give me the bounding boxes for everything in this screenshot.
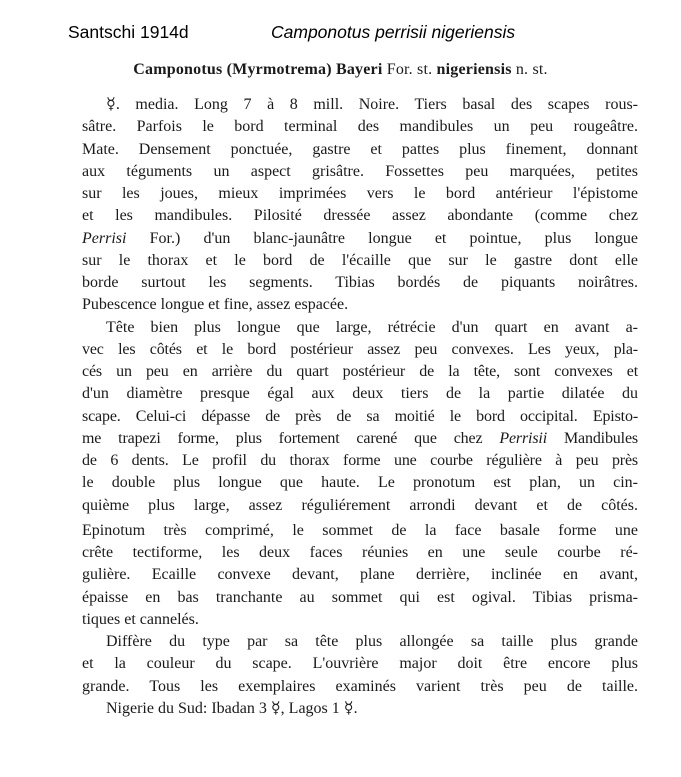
- text-line: sur le thorax et le bord de l'écaille que sur le gastre dont elle: [82, 251, 638, 269]
- text-line: quième plus large, assez réguliérement arrondi devant et de côtés.: [82, 496, 638, 514]
- text-line: gulière. Ecaille convexe devant, plane derrière, inclinée en avant,: [82, 566, 638, 584]
- new-status: n. st.: [515, 61, 548, 78]
- text-line: aux téguments un aspect grisâtre. Fossettes peu marquées, petites: [82, 162, 638, 180]
- description-text: [82, 94, 638, 720]
- text-line: [82, 428, 638, 450]
- taxon-reference: Perrisii: [499, 429, 548, 447]
- subspecies-name: nigeriensis: [436, 61, 512, 78]
- locality-line: Nigerie du Sud: Ibadan 3 ☿, Lagos 1 ☿.: [106, 699, 358, 717]
- text-line: le double plus longue que haute. Le pronotum est plan, un cin-: [82, 474, 638, 492]
- text-line: Epinotum très comprimé, le sommet de la face basale forme une: [82, 521, 638, 539]
- genus-name: Camponotus: [133, 61, 223, 78]
- text-line: sâtre. Parfois le bord terminal des mandibules un peu rougeâtre.: [82, 118, 638, 136]
- text-line: Mate. Densement ponctuée, gastre et pattes plus finement, donnant: [82, 140, 638, 158]
- text-line: [82, 228, 638, 250]
- citation-reference: Santschi 1914d: [68, 22, 189, 42]
- text-fragment: d'un blanc-jaunâtre longue et pointue, plus longue: [203, 229, 639, 247]
- text-line: de 6 dents. Le profil du thorax forme une courbe régulière à peu près: [82, 452, 638, 469]
- taxon-name: Camponotus perrisii nigeriensis: [271, 22, 516, 42]
- text-line: Pubescence longue et fine, assez espacée.: [82, 296, 349, 314]
- text-fragment: me trapezi forme, plus fortement carené que chez: [82, 429, 483, 447]
- text-fragment: Mandibules: [563, 429, 638, 447]
- text-line: grande. Tous les exemplaires examinés varient très peu de taille.: [82, 677, 638, 695]
- text-line: cés un peu en arrière du quart postérieur de la tête, sont convexes et: [82, 363, 638, 380]
- text-line: tiques et cannelés.: [82, 610, 199, 628]
- text-line: Diffère du type par sa tête plus allongée sa taille plus grande: [106, 633, 638, 650]
- text-line: Tête bien plus longue que large, rétrécie d'un quart en avant a-: [106, 318, 638, 336]
- page-header: [68, 22, 628, 48]
- text-line: et les mandibules. Pilosité dressée assez abondante (comme chez: [82, 207, 638, 225]
- text-line: vec les côtés et le bord postérieur assez peu convexes. Les yeux, pla-: [82, 340, 638, 358]
- text-line: crête tectiforme, les deux faces réunies en une seule courbe ré-: [82, 544, 638, 561]
- species-heading: [0, 61, 681, 79]
- text-line: scape. Celui-ci dépasse de près de sa moitié le bord occipital. Episto-: [82, 407, 638, 425]
- species-name: Bayeri: [335, 61, 383, 78]
- text-line: sur les joues, mieux imprimées vers le bord antérieur l'épistome: [82, 185, 638, 202]
- author-status: For. st.: [386, 61, 433, 78]
- text-line: épaisse en bas tranchante au sommet qui est ogival. Tibias prisma-: [82, 588, 638, 606]
- subgenus-name: (Myrmotrema): [226, 61, 332, 78]
- text-line: borde surtout les segments. Tibias bordés de piquants noirâtres.: [82, 274, 638, 291]
- author-abbrev: For.): [149, 229, 181, 247]
- taxon-reference: Perrisi: [82, 229, 127, 247]
- text-line: ☿. media. Long 7 à 8 mill. Noire. Tiers basal des scapes rous-: [106, 96, 638, 113]
- text-line: d'un diamètre presque égal aux deux tiers de la partie dilatée du: [82, 385, 638, 403]
- text-line: et la couleur du scape. L'ouvrière major doit être encore plus: [82, 655, 638, 673]
